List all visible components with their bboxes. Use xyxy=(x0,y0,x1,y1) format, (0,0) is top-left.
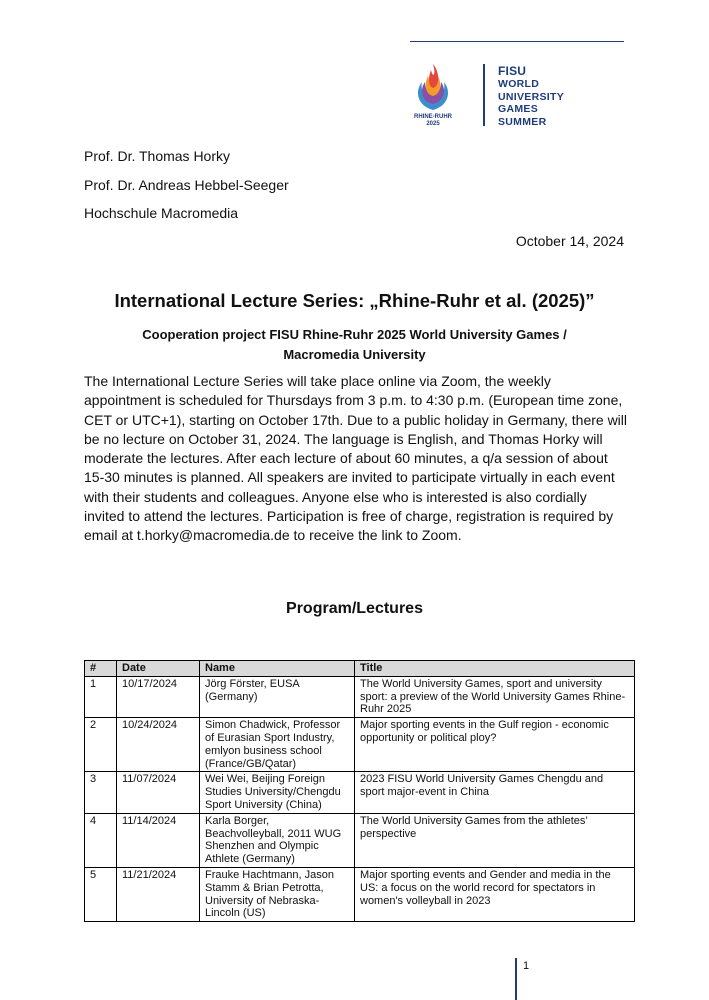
lecture-table xyxy=(84,660,635,922)
logo-city-text: RHINE-RUHR 2025 xyxy=(414,114,452,127)
header-rule xyxy=(410,41,624,42)
sender-institution: Hochschule Macromedia xyxy=(84,205,239,221)
cell-date: 11/21/2024 xyxy=(117,867,200,921)
flame-icon xyxy=(410,58,456,114)
fisu-logo xyxy=(410,58,570,133)
col-header-date: Date xyxy=(117,661,200,677)
sender-name-1: Prof. Dr. Thomas Horky xyxy=(84,148,231,164)
table-row xyxy=(85,813,635,867)
table-header-row xyxy=(85,661,635,677)
document-title: International Lecture Series: „Rhine-Ruhr et al. (2025)” xyxy=(114,290,595,311)
cell-name: Simon Chadwick, Professor of Eurasian Sport Industry, emlyon business school (France/GB/Qatar) xyxy=(200,718,355,772)
section-title: Program/Lectures xyxy=(286,600,423,617)
cell-title: Major sporting events and Gender and media in the US: a focus on the world record for spectators in women's volleyball in 2023 xyxy=(355,867,635,921)
cell-number: 4 xyxy=(85,813,117,867)
col-header-name: Name xyxy=(200,661,355,677)
cell-name: Wei Wei, Beijing Foreign Studies University/Chengdu Sport University (China) xyxy=(200,772,355,813)
intro-paragraph: The International Lecture Series will take place online via Zoom, the weekly appointment is scheduled for Thursdays from 3 p.m. to 4:30 p.m. (European time zone, CET or UTC+1), starting on October 17th. Due to a public holiday in Germany, there will be no lecture on October 31, 2024. The language is English, and Thomas Horky will moderate the lectures. After each lecture of about 60 minutes, a q/a session of about 15-30 minutes is planned. All speakers are invited to participate virtually in each event with their students and colleagues. Anyone else who is interested is also cordially invited to attend the lectures. Participation is free of charge, registration is required by email at t.horky@macromedia.de to receive the link to Zoom. xyxy=(84,373,628,544)
cell-number: 3 xyxy=(85,772,117,813)
cell-date: 11/07/2024 xyxy=(117,772,200,813)
cell-title: The World University Games from the athletes’ perspective xyxy=(355,813,635,867)
logo-event-text: FISU WORLD UNIVERSITY GAMES SUMMER xyxy=(498,64,565,128)
table-row xyxy=(85,676,635,717)
page-number: 1 xyxy=(523,960,530,972)
table-row xyxy=(85,867,635,921)
logo-divider xyxy=(483,64,485,126)
col-header-number: # xyxy=(85,661,117,677)
cell-title: The World University Games, sport and university sport: a preview of the World University Games Rhine-Ruhr 2025 xyxy=(355,676,635,717)
document-subtitle: Cooperation project FISU Rhine-Ruhr 2025 World University Games / Macromedia University xyxy=(142,327,567,362)
cell-title: Major sporting events in the Gulf region - economic opportunity or political ploy? xyxy=(355,718,635,772)
cell-date: 11/14/2024 xyxy=(117,813,200,867)
page-number-bar xyxy=(515,958,517,1000)
cell-name: Karla Borger, Beachvolleyball, 2011 WUG Shenzhen and Olympic Athlete (Germany) xyxy=(200,813,355,867)
cell-date: 10/17/2024 xyxy=(117,676,200,717)
sender-name-2: Prof. Dr. Andreas Hebbel-Seeger xyxy=(84,177,289,193)
cell-number: 5 xyxy=(85,867,117,921)
cell-date: 10/24/2024 xyxy=(117,718,200,772)
cell-title: 2023 FISU World University Games Chengdu and sport major-event in China xyxy=(355,772,635,813)
letter-date: October 14, 2024 xyxy=(515,233,624,249)
table-row xyxy=(85,718,635,772)
table-row xyxy=(85,772,635,813)
cell-number: 2 xyxy=(85,718,117,772)
col-header-title: Title xyxy=(355,661,635,677)
cell-name: Frauke Hachtmann, Jason Stamm & Brian Petrotta, University of Nebraska-Lincoln (US) xyxy=(200,867,355,921)
cell-number: 1 xyxy=(85,676,117,717)
cell-name: Jörg Förster, EUSA (Germany) xyxy=(200,676,355,717)
